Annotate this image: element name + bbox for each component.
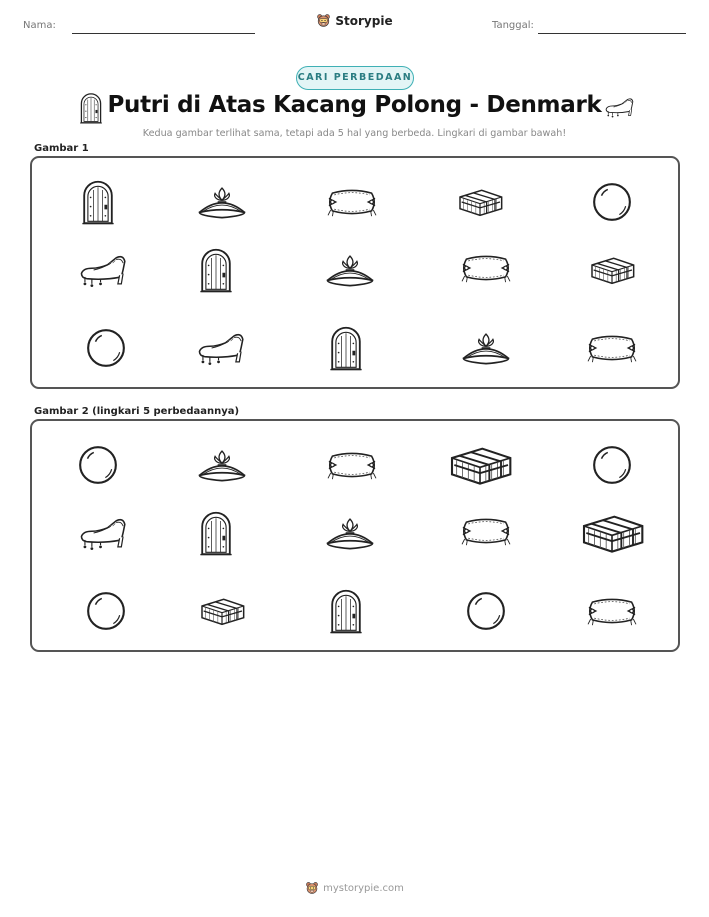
glass-slipper-icon [196, 328, 248, 368]
date-label: Tanggal: [492, 20, 534, 31]
name-label: Nama: [23, 20, 56, 31]
glass-slipper-icon [78, 250, 130, 290]
bear-mascot-icon [316, 13, 331, 28]
cushion-icon[interactable] [459, 515, 513, 547]
pea-icon[interactable] [591, 444, 633, 486]
cushion-icon [459, 252, 513, 284]
door-icon [327, 325, 365, 371]
name-line[interactable] [72, 33, 255, 34]
pea-icon[interactable] [85, 590, 127, 632]
footer-site: mystorypie.com [323, 882, 404, 894]
door-icon [79, 179, 117, 225]
hay-bale-icon[interactable] [577, 508, 647, 558]
pea-icon [85, 327, 127, 369]
activity-badge: CARI PERBEDAAN [296, 66, 414, 90]
hay-bale-icon[interactable] [197, 594, 247, 628]
brand-name: Storypie [335, 13, 393, 28]
brand [0, 13, 709, 32]
hay-bale-icon [455, 185, 505, 219]
door-icon[interactable] [197, 510, 235, 556]
pea-icon [591, 181, 633, 223]
bear-mascot-icon [305, 881, 319, 895]
door-icon[interactable] [327, 588, 365, 634]
page-title: Putri di Atas Kacang Polong - Denmark [107, 92, 602, 118]
crown-icon [324, 252, 376, 288]
crown-icon[interactable] [324, 515, 376, 551]
door-icon [197, 247, 235, 293]
instructions: Kedua gambar terlihat sama, tetapi ada 5 hal yang berbeda. Lingkari di gambar bawah! [142, 128, 567, 139]
cushion-icon [325, 186, 379, 218]
crown-icon [460, 330, 512, 366]
panel-1-label: Gambar 1 [34, 143, 89, 154]
picture-panel-1 [30, 156, 680, 389]
hay-bale-icon[interactable] [445, 440, 515, 490]
date-line[interactable] [538, 33, 686, 34]
pea-icon[interactable] [465, 590, 507, 632]
panel-2-label: Gambar 2 (lingkari 5 perbedaannya) [34, 406, 240, 417]
pea-icon[interactable] [77, 444, 119, 486]
glass-slipper-icon[interactable] [78, 513, 130, 553]
footer [0, 880, 709, 899]
cushion-icon[interactable] [585, 595, 639, 627]
crown-icon [196, 184, 248, 220]
cushion-icon [585, 332, 639, 364]
hay-bale-icon [587, 253, 637, 287]
cushion-icon[interactable] [325, 449, 379, 481]
picture-panel-2[interactable] [30, 419, 680, 652]
glass-slipper-icon [604, 94, 636, 120]
crown-icon[interactable] [196, 447, 248, 483]
